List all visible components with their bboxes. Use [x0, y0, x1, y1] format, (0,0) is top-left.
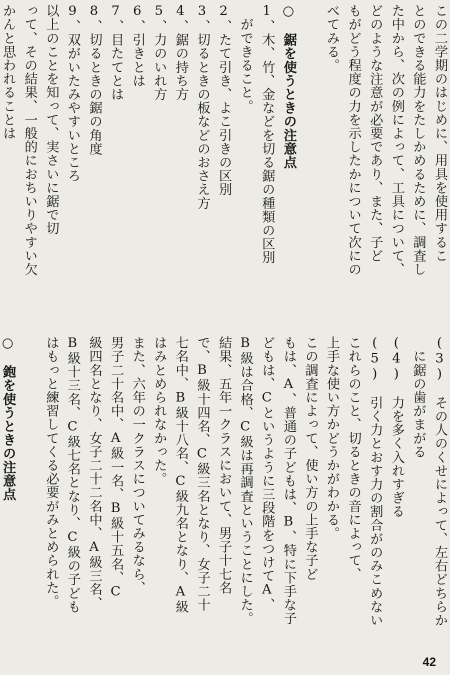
text-line: べてみる。 [324, 4, 340, 72]
text-line: 7、目たてとは [108, 4, 124, 101]
text-line: B級十三名、C級七名となり、C級の子ども [64, 336, 80, 614]
text-line: って、その結果、一般的におちいりやすい欠 [21, 4, 37, 276]
text-line: で、B級十四名、C級三名となり、女子二十 [194, 336, 210, 612]
text-line: 8、切るときの鋸の角度 [86, 4, 102, 156]
text-line: はみとめられなかった。 [151, 336, 167, 486]
text-line: この調査によって、使い方の上手な子ど [302, 336, 318, 581]
text-line: かんと思われることは [0, 4, 16, 140]
page-number: 42 [422, 655, 436, 669]
text-line: 6、引きとは [129, 4, 145, 88]
text-line: 1、木、竹、金などを切る鋸の種類の区別 [259, 4, 275, 265]
text-line: 以上のことを知って、実さいに鋸で切 [43, 4, 59, 236]
text-line: に鋸の歯がまがる [410, 336, 426, 459]
text-line: (5) 引く力とおす力の割合がのみこめない [367, 336, 383, 627]
text-line: 2、たて引き、よこ引きの区別 [216, 4, 232, 197]
text-line: 3、切るときの板などのおさえ方 [194, 4, 210, 210]
text-line: B級は合格、C級は再調査ということにした。 [237, 336, 253, 626]
text-line: とのできる能力をたしかめるために、調査し [410, 4, 426, 276]
section-heading: ○ 鋸を使うときの注意点 [280, 4, 296, 169]
text-line [18, 336, 40, 653]
text-line: 5、力のいれ方 [151, 4, 167, 101]
text-line: 男子二十名中、A級一名、B級十五名、C [108, 336, 124, 600]
text-line: もは、A、普通の子どもは、B、特に下手な子 [280, 336, 296, 626]
text-line: これらのこと、切るときの音によって、 [345, 336, 361, 581]
section-heading: ○ 鉋を使うときの注意点 [0, 336, 16, 501]
text-line: どもは、Cというように三段階をつけてA、 [259, 336, 275, 612]
text-line: もがどう程度の力を示したかについて次にの [345, 4, 361, 276]
text-line: 結果、五年一クラスにおいて、男子十七名 [216, 336, 232, 595]
text-line: また、六年の一クラスについてみるなら、 [129, 336, 145, 595]
text-line: た中から、次の例によって、工具について、 [388, 4, 404, 276]
text-line [299, 4, 321, 327]
text-line: ができること。 [237, 4, 253, 113]
upper-text-section [0, 4, 450, 327]
text-line: 七名中、B級十八名、C級九名となり、A級 [172, 336, 188, 614]
lower-text-section [0, 336, 450, 653]
text-line: この二学期のはじめに、用具を使用するこ [432, 4, 447, 263]
text-line: 4、鋸の持ち方 [172, 4, 188, 101]
text-line: 上手な使い方かどうかがわかる。 [324, 336, 340, 540]
text-line: どのような注意が必要であり、また、子ど [367, 4, 383, 263]
text-line: (4) 力を多く入れすぎる [388, 336, 404, 519]
text-line: 9、双がいたみやすいところ [64, 4, 80, 183]
text-line: (3) その人のくせによって、左右どちらか [432, 336, 447, 627]
text-line: 級四名となり、女子二十二名中、A級三名、 [86, 336, 102, 610]
text-line: はもっと練習してくる必要がみとめられた。 [43, 336, 59, 608]
